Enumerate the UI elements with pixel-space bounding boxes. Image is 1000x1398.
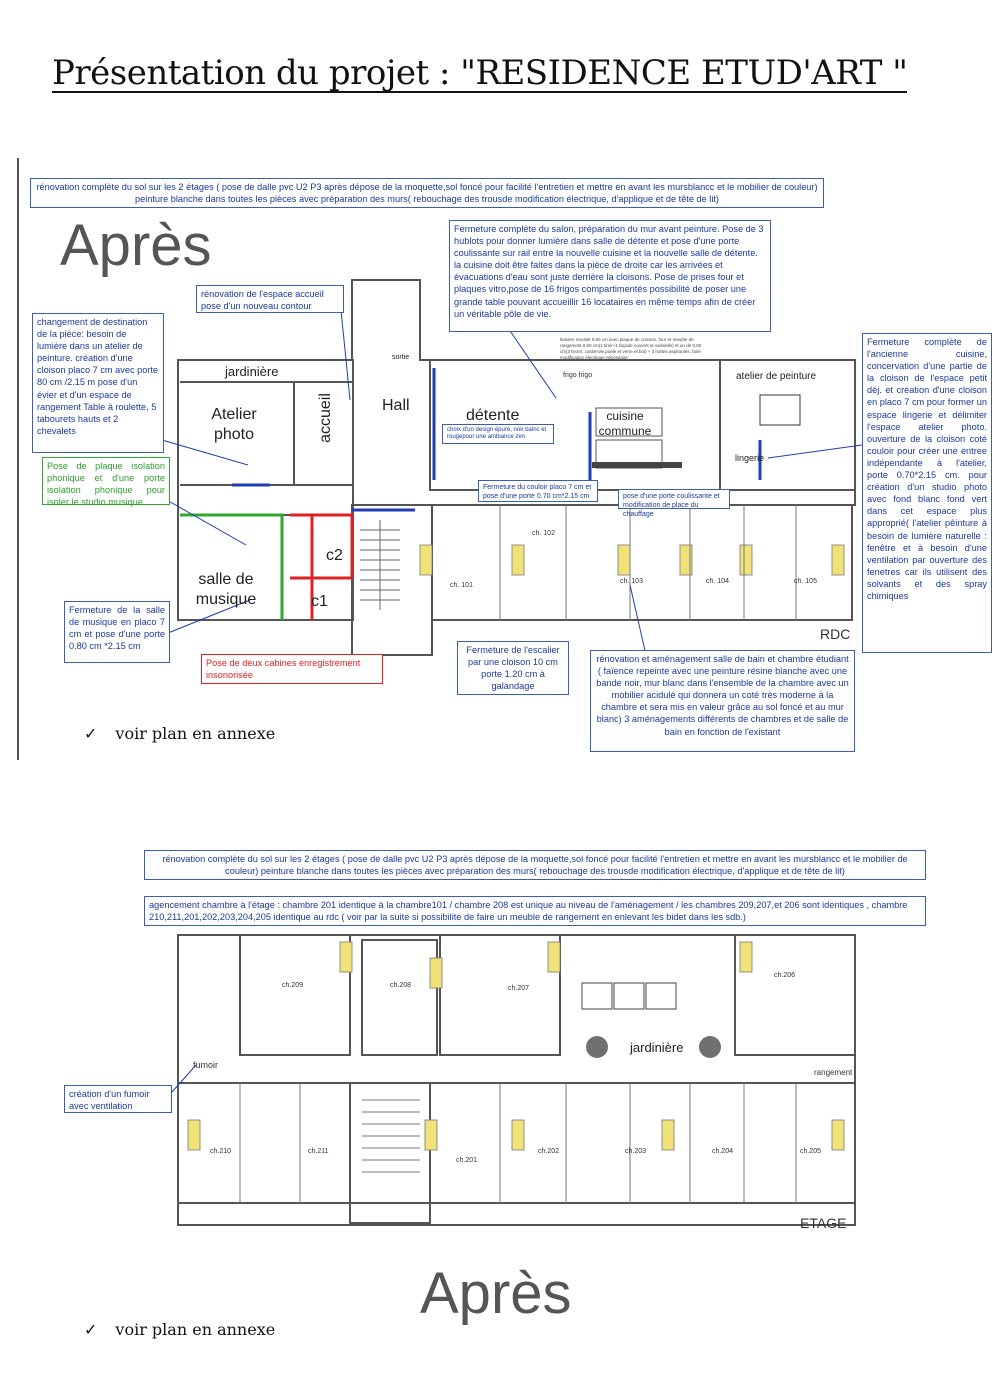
note-detente-design: choix d'un design épuré, noir balnc et rougepour une ambiance zen xyxy=(442,424,554,444)
etage-agencement: agencement chambre à l'étage : chambre 201 identique à la chambre101 / chambre 208 est unique au niveau de l'aménagement / les chambres 209,207,et 206 sont identiques , chambre 210,211,201,202,203,204,205 identique au rdc ( voir par la suite si possibilite de faire un meuble de rangement en enlevant les bidet dans les sdb.) xyxy=(144,896,926,926)
room-accueil: accueil xyxy=(317,393,334,443)
note-fermeture-musique: Fermeture de la salle de musique en placo 7 cm et pose d'une porte 0.80 cm *2.15 cm xyxy=(64,601,170,663)
room-ch206: ch.206 xyxy=(774,972,796,979)
note-couloir: Fermeture du couloir placo 7 cm et pose d'une porte 0.70 cm*2.15 cm xyxy=(478,480,598,502)
note-cuisine-ancienne: Fermeture complète de l'ancienne cuisine, concervation d'une partie de la cloison de l'espace petit déj. et création d'une cloison en placo 7 cm pour former un espace lingerie et délimiter l'espace atelier photo. ouverture de la cloison coté couloir pour créer une entree indépendante à l'atelier, porte 0.70*2.15 cm. pour création d'un studio photo avec fond blanc fond vert dans cet espace plus approprié( l'atelier pêinture à besoin de lumière naturelle : fenêtre et à besoin d'une ventilation par ouverture des fenetres car ils utilisent des solvants et des spray chimiques xyxy=(862,333,992,653)
room-c1: c1 xyxy=(311,593,328,610)
room-ch203: ch.203 xyxy=(625,1148,647,1155)
room-atelier-peinture: atelier de peinture xyxy=(736,371,817,382)
rdc-top-note: rénovation complète du sol sur les 2 étages ( pose de dalle pvc U2 P3 après dépose de la moquette,sol foncé pour facilité l'entretien et mettre en avant les mursblancc et le mobilier de couleur) peinture blanche dans toutes les pièces avec préparation des murs( rebouchage des trousde modification électrique, d'applique et de tête de lit) xyxy=(30,178,824,208)
note-atelier-photo: changement de destination de la pièce: besoin de lumière dans un atelier de peinture. création d'une cloison placo 7 cm avec porte 80 cm /2.15 m pose d'un évier et d'un espace de rangement Table à roulette, 5 tabourets hauts et 2 chevalets xyxy=(32,313,164,453)
room-detente: détente xyxy=(466,407,520,424)
rdc-level-label: RDC xyxy=(820,626,851,642)
room-hall: Hall xyxy=(382,397,410,414)
room-ch205: ch.205 xyxy=(800,1148,822,1155)
note-escalier: Fermeture de l'escalier par une cloison 10 cm porte 1.20 cm à galandage xyxy=(457,641,569,695)
room-salle-musique: salle de musique xyxy=(195,571,257,608)
note-fumoir: création d'un fumoir avec ventilation xyxy=(64,1085,172,1113)
etage-fumoir: fumoir xyxy=(193,1060,219,1070)
note-isolation: Pose de plaque isolation phonique et d'une porte isolation phonique pour isoler le studio musique xyxy=(42,457,170,505)
note-salle-bain: rénovation et aménagement salle de bain et chambre étudiant ( faïence repeinte avec une peinture résine blanche avec une bande noir, mur blanc dans l'ensemble de la chambre avec un mobilier acidulé qui donnera un coté très moderne à la chambre et sera mis en valeur grâce au sol foncé et au mur blanc) 3 aménagements différents de chambres et de salle de bain en fonction de l'existant xyxy=(590,650,855,752)
room-jardiniere: jardinière xyxy=(225,364,279,379)
room-lingerie: lingerie xyxy=(735,453,765,463)
room-ch211: ch.211 xyxy=(308,1148,329,1155)
note-salon: Fermeture complète du salon, préparation du mur avant peinture. Pose de 3 hublots pour donner lumière dans salle de détente et pose d'une porte coulissante sur rail entre la nouvelle cuisine et la nouvelle salle de détente. la cuisine doit être faites dans la pièce de droite car les arrivées et évacuations d'eau sont juste derrière la cloisons. Pose de prises four et plaques vitro,pose de 16 frigos compartimentés possibilité de poser une grande table pouvant accueillir 16 locataires en même temps afin de créer un véritable pôle de vie. xyxy=(449,220,771,332)
room-ch202: ch.202 xyxy=(538,1148,560,1155)
rdc-annex-bullet: ✓ voir plan en annexe xyxy=(84,724,276,743)
etage-top-note: rénovation complète du sol sur les 2 étages ( pose de dalle pvc U2 P3 après dépose de la moquette,sol foncé pour facilité l'entretien et mettre en avant les mursblancc et le mobilier de couleur) peinture blanche dans toutes les pièces avec préparation des murs( rebouchage des trousde modification électrique, d'applique et de tête de lit) xyxy=(144,850,926,880)
room-ch103: ch. 103 xyxy=(620,578,643,585)
room-ch104: ch. 104 xyxy=(706,578,729,585)
room-c2: c2 xyxy=(326,547,343,564)
etage-annex-bullet: ✓ voir plan en annexe xyxy=(84,1320,276,1339)
page-title: Présentation du projet : "RESIDENCE ETUD'ART " xyxy=(52,53,908,93)
room-ch101: ch. 101 xyxy=(450,582,473,589)
room-atelier-photo: Atelier photo xyxy=(211,406,257,443)
etage-apres-label: Après xyxy=(420,1261,572,1326)
room-ch102: ch. 102 xyxy=(532,530,555,537)
note-accueil: rénovation de l'espace accueil pose d'un nouveau contour xyxy=(196,285,344,313)
etage-jardiniere: jardinière xyxy=(630,1040,684,1055)
note-coulissante: pose d'une porte coulissante et modification de place du chauffage xyxy=(618,489,730,509)
room-ch208: ch.208 xyxy=(390,982,412,989)
rdc-apres-label: Après xyxy=(60,213,212,278)
room-ch204: ch.204 xyxy=(712,1148,734,1155)
room-ch207: ch.207 xyxy=(508,985,530,992)
note-lineaire: linéaire meublé 0.60 cm avec plaque de cuisson, four et meuble de rangement 0.60 cm(1 tiroir+1 façade couvert et vaisselle) et un de 0.80 cm(3 tiroirs: casserole,poele et verre et bol) + 3 hottes aspirantes. faire modification électrique nécessaire xyxy=(556,335,716,357)
room-sortie: sortie xyxy=(392,354,410,361)
check-icon: ✓ xyxy=(84,1320,98,1339)
room-frigos: frigo frigo xyxy=(563,372,593,379)
etage-level-label: ETAGE xyxy=(800,1215,847,1231)
room-ch105: ch. 105 xyxy=(794,578,817,585)
room-ch210: ch.210 xyxy=(210,1148,232,1155)
room-ch201: ch.201 xyxy=(456,1157,478,1164)
etage-rangement: rangement xyxy=(814,1068,853,1077)
note-cabines: Pose de deux cabines enregistrement insonorisée xyxy=(201,654,383,684)
room-cuisine: cuisine commune xyxy=(598,409,652,438)
room-ch209: ch.209 xyxy=(282,982,304,989)
check-icon: ✓ xyxy=(84,724,98,743)
